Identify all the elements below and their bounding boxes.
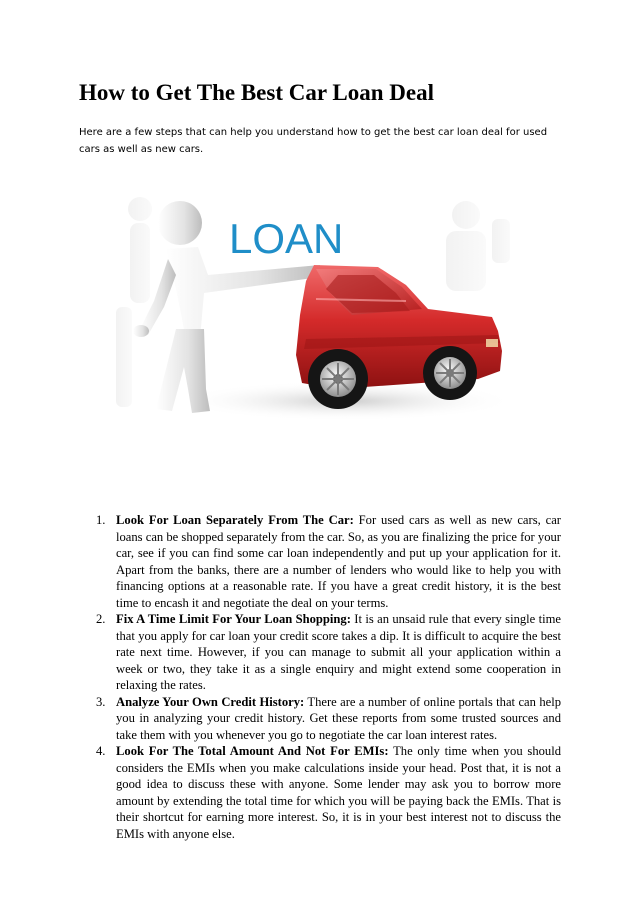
step-number: 1. [96,513,106,527]
step-heading: Analyze Your Own Credit History: [116,694,305,709]
loan-banner-text: LOAN [229,215,344,262]
front-wheel [308,349,368,409]
rear-wheel [423,346,477,400]
step-body: It is an unsaid rule that every single time that you apply for car loan your credit score takes a dip. It is difficult to acquire the best rate next time. However, if you can manage to submit all your application within a week or two, they take it as a single enquiry and might extend some cooperation in relaxing the rates. [116,612,562,692]
step-body: There are a number of online portals that can help you in analyzing your credit history. Get these reports from some trusted sources and take them with you whenever you go to negotiate the car loan interest rates. [116,694,561,742]
list-item [79,512,561,611]
intro-paragraph: Here are a few steps that can help you understand how to get the best car loan deal for used cars as well as new cars. [79,127,548,155]
step-body: For used cars as well as new cars, car loans can be shopped separately from the car. So, as you are finalizing the price for your car, see if you can find some car loan independently and put up your application for it. Apart from the banks, there are a number of lenders who would like to help you with financing options at a reasonable rate. If you have a great credit history, it is the best time to encash it and negotiate the deal on your terms. [116,513,561,610]
page-title: How to Get The Best Car Loan Deal [79,80,434,105]
step-number: 2. [96,612,106,626]
step-body: The only time when you should considers the EMIs when you make calculations inside your head. Post that, it is not a good idea to discuss these with anyone. Some lender may ask you to borrow more amount by extending the total time for which you will be paying back the EMIs. That is their shortcut for earning more interest. So, it is in your best interest not to discuss the EMIs with anyone else. [116,744,562,841]
step-heading: Look For The Total Amount And Not For EMIs: [116,744,389,758]
loan-illustration [116,189,522,467]
list-item [79,694,561,744]
step-heading: Look For Loan Separately From The Car: [116,513,354,527]
list-item [79,611,561,694]
steps-list [79,512,561,842]
step-number: 4. [96,744,106,758]
step-heading: Fix A Time Limit For Your Loan Shopping: [116,612,351,626]
list-item [79,743,561,842]
step-number: 3. [96,694,106,709]
